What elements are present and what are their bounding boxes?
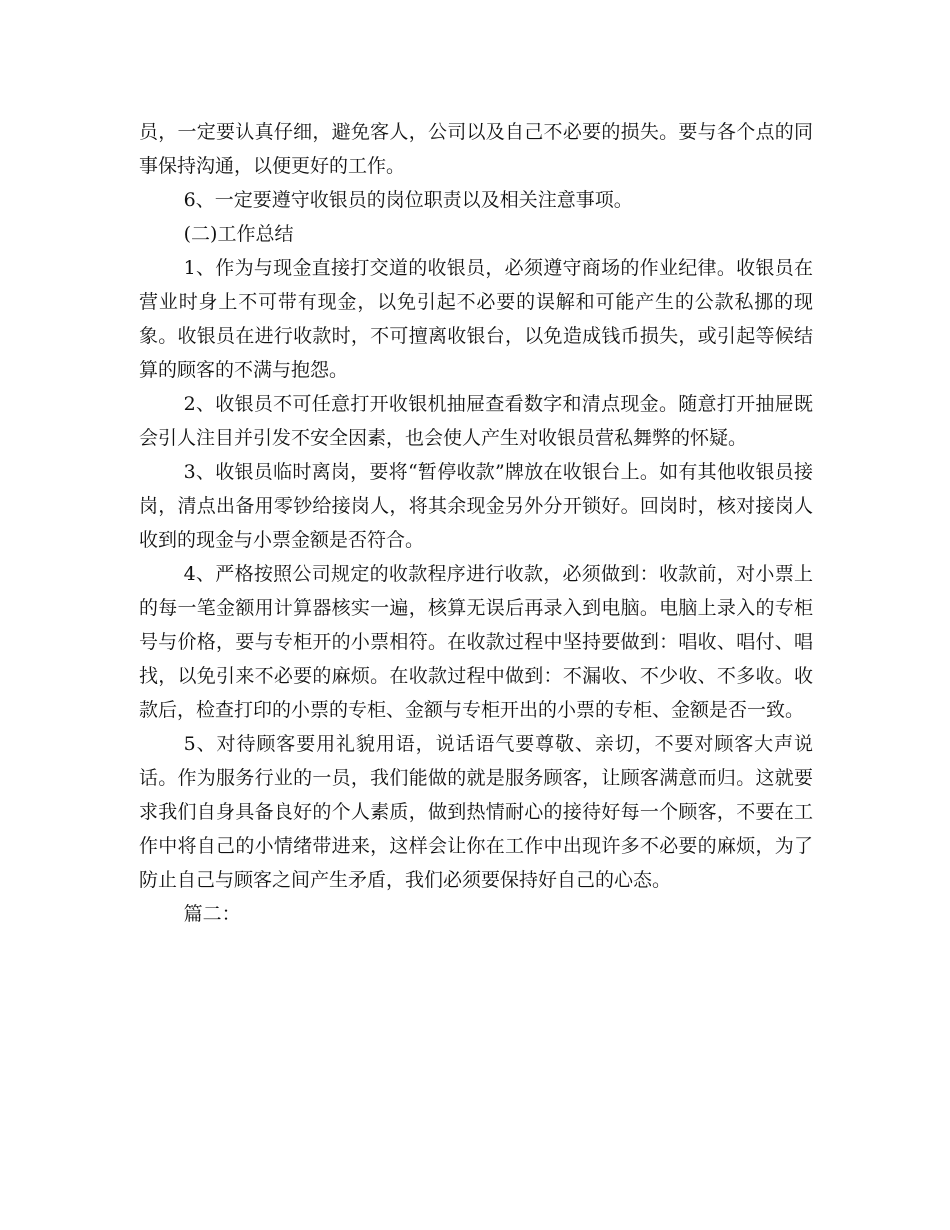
paragraph-item-6: 6、一定要遵守收银员的岗位职责以及相关注意事项。 [183, 189, 633, 211]
section-heading-work-summary: (二)工作总结 [183, 223, 294, 245]
paragraph-item-2: 2、收银员不可任意打开收银机抽屉查看数字和清点现金。随意打开抽屉既会引人注目并引发不安全因素，也会使人产生对收银员营私舞弊的怀疑。 [139, 393, 813, 449]
paragraph-item-1: 1、作为与现金直接打交道的收银员，必须遵守商场的作业纪律。收银员在营业时身上不可带有现金，以免引起不必要的误解和可能产生的公款私挪的现象。收银员在进行收款时，不可擅离收银台，以免造成钱币损失，或引起等候结算的顾客的不满与抱怨。 [139, 257, 813, 381]
paragraph-item-3: 3、收银员临时离岗，要将“暂停收款”牌放在收银台上。如有其他收银员接岗，清点出备用零钞给接岗人，将其余现金另外分开锁好。回岗时，核对接岗人收到的现金与小票金额是否符合。 [139, 461, 813, 551]
paragraph-item-5: 5、对待顾客要用礼貌用语，说话语气要尊敬、亲切，不要对顾客大声说话。作为服务行业的一员，我们能做的就是服务顾客，让顾客满意而归。这就要求我们自身具备良好的个人素质，做到热情耐心的接待好每一个顾客，不要在工作中将自己的小情绪带进来，这样会让你在工作中出现许多不必要的麻烦，为了防止自己与顾客之间产生矛盾，我们必须要保持好自己的心态。 [139, 733, 813, 891]
paragraph-continuation: 员，一定要认真仔细，避免客人，公司以及自己不必要的损失。要与各个点的同事保持沟通，以便更好的工作。 [139, 121, 813, 177]
paragraph-item-4: 4、严格按照公司规定的收款程序进行收款，必须做到：收款前，对小票上的每一笔金额用计算器核实一遍，核算无误后再录入到电脑。电脑上录入的专柜号与价格，要与专柜开的小票相符。在收款过程中坚持要做到：唱收、唱付、唱找，以免引来不必要的麻烦。在收款过程中做到：不漏收、不少收、不多收。收款后，检查打印的小票的专柜、金额与专柜开出的小票的专柜、金额是否一致。 [139, 563, 813, 721]
section-heading-part-two: 篇二： [183, 903, 241, 925]
document-page [139, 115, 813, 931]
